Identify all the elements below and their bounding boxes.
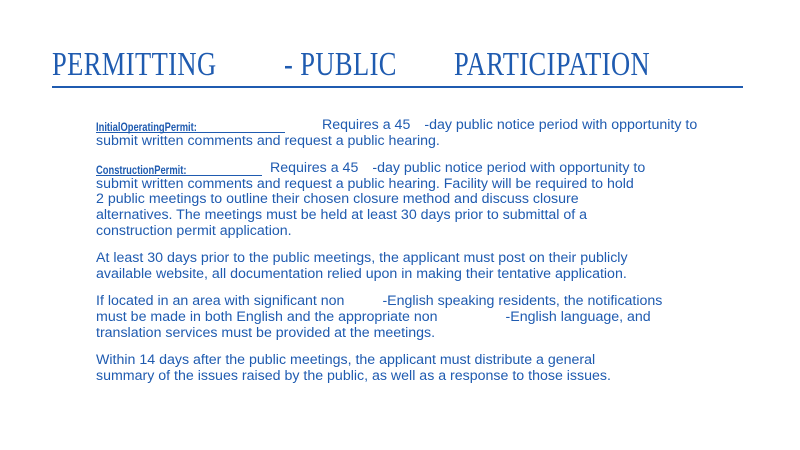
- paragraph-issue-summary: [96, 353, 696, 384]
- text-line: Within 14 days after the public meetings, the applicant must distribute a general: [96, 352, 596, 369]
- title-part-permitting: PERMITTING: [52, 46, 217, 83]
- paragraph-initial-operating-permit: [96, 118, 696, 149]
- text-fragment: -English speaking residents, the notifications: [382, 293, 663, 310]
- text-line: At least 30 days prior to the public meetings, the applicant must post on their publicly: [96, 250, 628, 267]
- text-line: available website, all documentation relied upon in making their tentative application.: [96, 265, 627, 282]
- text-fragment: If located in an area with significant non: [96, 293, 345, 310]
- text-line: submit written comments and request a public hearing.: [96, 132, 440, 149]
- text-fragment: Requires a 45: [270, 160, 359, 177]
- text-fragment: must be made in both English and the appropriate non: [96, 308, 438, 325]
- initial-operating-permit-label: [96, 118, 286, 134]
- text-fragment: Requires a 45: [322, 117, 411, 133]
- paragraph-language-requirements: [96, 294, 696, 341]
- text-line: 2 public meetings to outline their chosen closure method and discuss closure: [96, 191, 579, 208]
- paragraph-website-posting: [96, 251, 696, 282]
- text-line: translation services must be provided at the meetings.: [96, 324, 436, 341]
- label-text: ConstructionPermit:: [96, 162, 187, 177]
- title-part-public: - PUBLIC: [284, 46, 397, 83]
- text-line: [96, 161, 696, 177]
- text-fragment: -English language, and: [505, 308, 651, 325]
- text-line: alternatives. The meetings must be held at least 30 days prior to submittal of a: [96, 206, 588, 223]
- text-line: summary of the issues raised by the public, as well as a response to those issues.: [96, 367, 611, 384]
- title-part-participation: PARTICIPATION: [454, 46, 651, 83]
- text-line: [96, 118, 696, 134]
- text-fragment: -day public notice period with opportunity to: [372, 160, 646, 177]
- construction-permit-label: [96, 161, 262, 177]
- text-line: [96, 294, 696, 310]
- slide-body: [96, 118, 696, 396]
- text-line: submit written comments and request a public hearing. Facility will be required to hold: [96, 175, 634, 192]
- text-fragment: -day public notice period with opportunity to: [424, 117, 698, 133]
- text-line: [96, 310, 696, 326]
- paragraph-construction-permit: [96, 161, 696, 239]
- label-text: InitialOperatingPermit:: [96, 119, 197, 134]
- slide-title: [52, 44, 743, 88]
- underline: [96, 175, 262, 176]
- text-line: construction permit application.: [96, 222, 292, 239]
- underline: [96, 132, 285, 133]
